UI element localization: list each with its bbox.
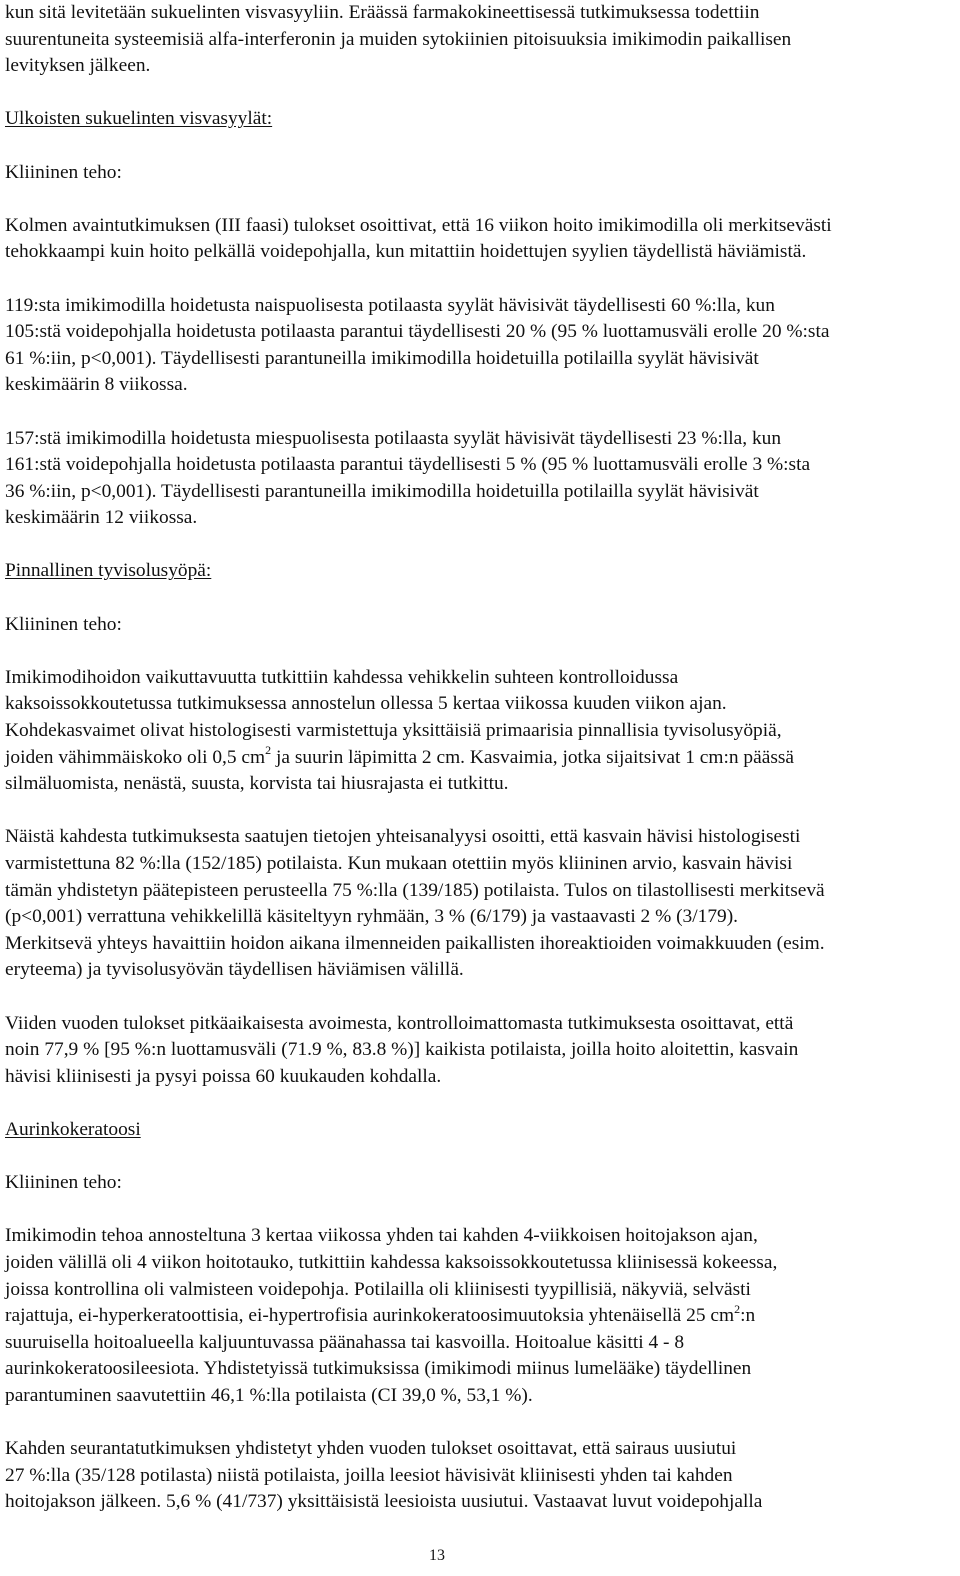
text-line: levityksen jälkeen.	[5, 55, 151, 77]
text-line: hävisi kliinisesti ja pysyi poissa 60 kuukauden kohdalla.	[5, 1065, 442, 1087]
text-line: 61 %:iin, p<0,001). Täydellisesti parantuneilla imikimodilla hoidetuilla potilailla syylät hävisivät	[5, 347, 759, 369]
text-line: noin 77,9 % [95 %:n luottamusväli (71.9 %, 83.8 %)] kaikista potilaista, joilla hoito aloitettin, kasvain	[5, 1039, 799, 1061]
paragraph	[5, 213, 953, 266]
text-line: 36 %:iin, p<0,001). Täydellisesti parantuneilla imikimodilla hoidetuilla potilailla syylät hävisivät	[5, 480, 759, 502]
text-line: Viiden vuoden tulokset pitkäaikaisesta avoimesta, kontrolloimattomasta tutkimuksesta osoittavat, että	[5, 1012, 794, 1034]
text-line: varmistettuna 82 %:lla (152/185) potilaista. Kun mukaan otettiin myös kliininen arvio, kasvain hävisi	[5, 853, 793, 874]
text-line: kun sitä levitetään sukuelinten visvasyyliin. Eräässä farmakokineettisessä tutkimuksessa todettiin	[5, 2, 760, 23]
text-line: 157:stä imikimodilla hoidetusta miespuolisesta potilaasta syylät hävisivät täydellisesti 23 %:lla, kun	[5, 427, 782, 449]
text-line: rajattuja, ei-hyperkeratoottisia, ei-hypertrofisia aurinkokeratoosimuutoksia yhtenäisellä 25 $cm^2:n$	[5, 1301, 756, 1327]
page-number: 13	[429, 1547, 445, 1564]
section-subheading: Kliininen teho:	[5, 161, 122, 183]
text-line: hoitojakson jälkeen. 5,6 % (41/737) yksittäisistä leesioista uusiutui. Vastaavat luvut voidepohjalla	[5, 1491, 763, 1513]
text-line: (p<0,001) verrattuna vehikkelillä käsiteltyyn ryhmään, 3 % (6/179) ja vastaavasti 2 % (3/179).	[5, 906, 739, 928]
text-line: 119:sta imikimodilla hoidetusta naispuolisesta potilaasta syylät hävisivät täydellisesti 60 %:lla, kun	[5, 294, 775, 316]
paragraph	[5, 824, 953, 984]
section-subheading: Kliininen teho:	[5, 1172, 122, 1194]
paragraph	[5, 1011, 953, 1091]
section-heading: Pinnallinen tyvisolusyöpä:	[5, 560, 212, 582]
text-line: Imikimodin tehoa annosteltuna 3 kertaa viikossa yhden tai kahden 4-viikkoisen hoitojakson ajan,	[5, 1225, 758, 1247]
text-line: tehokkaampi kuin hoito pelkällä voidepohjalla, kun mitattiin hoidettujen syylien täydellistä häviämistä.	[5, 241, 807, 263]
text-line: Imikimodihoidon vaikuttavuutta tutkittiin kahdessa vehikkelin suhteen kontrolloidussa	[5, 666, 679, 688]
text-line: silmäluomista, nenästä, suusta, korvista tai hiusrajasta ei tutkittu.	[5, 773, 509, 795]
text-line: Näistä kahdesta tutkimuksesta saatujen tietojen yhteisanalyysi osoitti, että kasvain hävisi histologisesti	[5, 826, 801, 848]
superscript: 2	[265, 743, 272, 758]
paragraph	[5, 1436, 953, 1516]
text-line: keskimäärin 8 viikossa.	[5, 374, 188, 396]
text-line: aurinkokeratoosileesiota. Yhdistetyissä tutkimuksissa (imikimodi miinus lumelääke) täydellinen	[5, 1358, 752, 1380]
text-line: Kolmen avaintutkimuksen (III faasi) tulokset osoittivat, että 16 viikon hoito imikimodilla oli merkitsevästi	[5, 214, 832, 236]
text-line: suuruisella hoitoalueella kaljuuntuvassa päänahassa tai kasvoilla. Hoitoalue käsitti 4 - 8	[5, 1331, 685, 1353]
section-heading: Ulkoisten sukuelinten visvasyylät:	[5, 108, 273, 130]
text-line: joiden vähimmäiskoko oli 0,5 $cm^2$ ja suurin läpimitta 2 cm. Kasvaimia, jotka sijaitsivat 1 cm:n päässä	[5, 743, 795, 768]
text-line: joiden välillä oli 4 viikon hoitotauko, tutkittiin kahdessa kaksoissokkoutetussa kliinisessä kokeessa,	[5, 1251, 778, 1273]
text-line: kaksoissokkoutetussa tutkimuksessa annostelun ollessa 5 kertaa viikossa kuuden viikon ajan.	[5, 693, 727, 715]
paragraph	[5, 426, 953, 532]
text-line: joissa kontrollina oli valmisteen voidepohja. Potilailla oli kliinisesti tyypillisiä, näkyviä, selvästi	[5, 1278, 751, 1300]
text-line: 27 %:lla (35/128 potilasta) niistä potilaista, joilla leesiot hävisivät kliinisesti yhden tai kahden	[5, 1464, 733, 1486]
text-line: eryteema) ja tyvisolusyövän täydellisen häviämisen välillä.	[5, 959, 464, 981]
intro-paragraph	[5, 0, 953, 80]
text-line: 105:stä voidepohjalla hoidetusta potilaasta parantui täydellisesti 20 % (95 % luottamusväli erolle 20 %:sta	[5, 321, 830, 343]
paragraph	[5, 293, 953, 399]
superscript: 2	[734, 1301, 741, 1316]
paragraph	[5, 1223, 953, 1409]
text-line: parantuminen saavutettiin 46,1 %:lla potilaista (CI 39,0 %, 53,1 %).	[5, 1384, 533, 1406]
section-heading: Aurinkokeratoosi	[5, 1118, 141, 1140]
document-page	[5, 0, 953, 1516]
paragraph	[5, 665, 953, 798]
text-line: 161:stä voidepohjalla hoidetusta potilaasta parantui täydellisesti 5 % (95 % luottamusväli erolle 3 %:sta	[5, 454, 811, 476]
text-line: Kahden seurantatutkimuksen yhdistetyt yhden vuoden tulokset osoittavat, että sairaus uusiutui	[5, 1438, 737, 1460]
text-line: tämän yhdistetyn päätepisteen perusteella 75 %:lla (139/185) potilaista. Tulos on tilastollisesti merkitsevä	[5, 879, 825, 901]
text-line: suurentuneita systeemisiä alfa-interferonin ja muiden sytokiinien pitoisuuksia imikimodin paikallisen	[5, 28, 792, 50]
text-line: keskimäärin 12 viikossa.	[5, 507, 198, 529]
text-line: Merkitsevä yhteys havaittiin hoidon aikana ilmenneiden paikallisten ihoreaktioiden voimakkuuden (esim.	[5, 932, 825, 954]
section-subheading: Kliininen teho:	[5, 613, 122, 635]
text-line: Kohdekasvaimet olivat histologisesti varmistettuja yksittäisiä primaarisia pinnallisia tyvisolusyöpiä,	[5, 720, 782, 742]
